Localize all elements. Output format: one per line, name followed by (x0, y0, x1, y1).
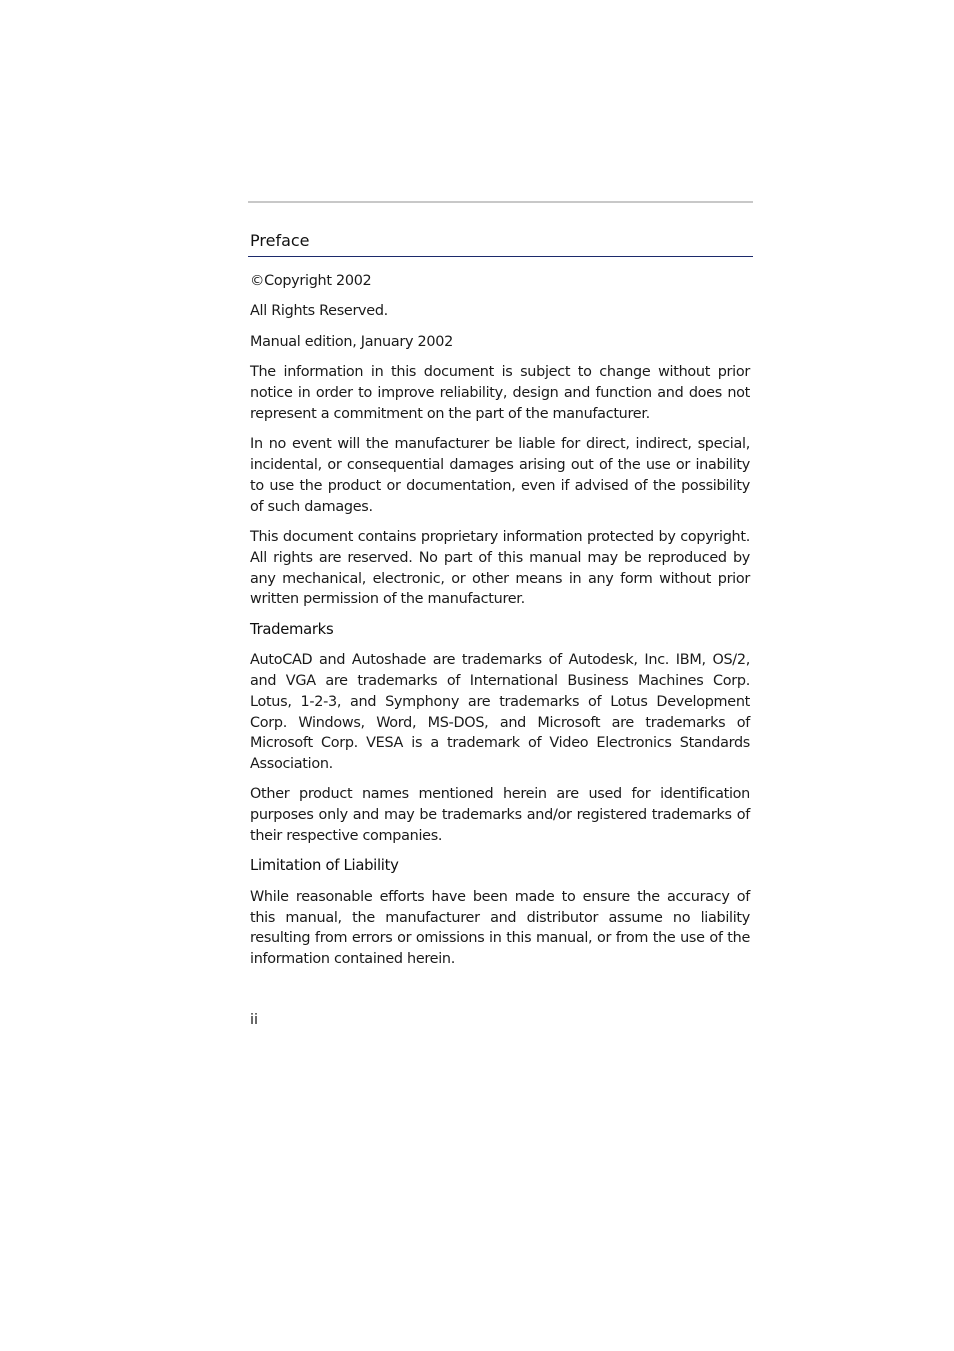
trademarks-paragraph: AutoCAD and Autoshade are trademarks of Autodesk, Inc. IBM, OS/2, and VGA are trademarks of International Business Machines Corp. Lotus, 1-2-3, and Symphony are trademarks of Lotus Development Corp. Windows, Word, MS-DOS, and Microsoft are trademarks of Microsoft Corp. VESA is a trademark of Video Electronics Standards Association. (250, 652, 750, 773)
title-underline (248, 256, 753, 257)
edition-line: Manual edition, January 2002 (250, 333, 453, 350)
info-notice-paragraph: The information in this document is subject to change without prior notice in order to improve reliability, design and function and does not represent a commitment on the part of the manufacturer. (250, 364, 750, 422)
rights-line: All Rights Reserved. (250, 303, 388, 320)
copyright-line: ©Copyright 2002 (250, 273, 372, 289)
proprietary-notice-paragraph: This document contains proprietary information protected by copyright. All rights are reserved. No part of this manual may be reproduced by any mechanical, electronic, or other means in any form without prior written permission of the manufacturer. (250, 528, 750, 608)
limitation-paragraph: While reasonable efforts have been made to ensure the accuracy of this manual, the manufacturer and distributor assume no liability resulting from errors or omissions in this manual, or from the use of the information contained herein. (250, 888, 750, 968)
page-title: Preface (250, 231, 310, 250)
preface-body (250, 271, 750, 980)
trademarks-heading: Trademarks (250, 620, 334, 638)
limitation-heading: Limitation of Liability (250, 857, 399, 875)
top-divider (248, 201, 753, 203)
page-number: ii (250, 1012, 258, 1028)
liability-notice-paragraph: In no event will the manufacturer be liable for direct, indirect, special, incidental, or consequential damages arising out of the use or inability to use the product or documentation, even if advised of the possibility of such damages. (250, 436, 750, 515)
other-trademarks-paragraph: Other product names mentioned herein are used for identification purposes only and may be trademarks and/or registered trademarks of their respective companies. (250, 786, 750, 845)
